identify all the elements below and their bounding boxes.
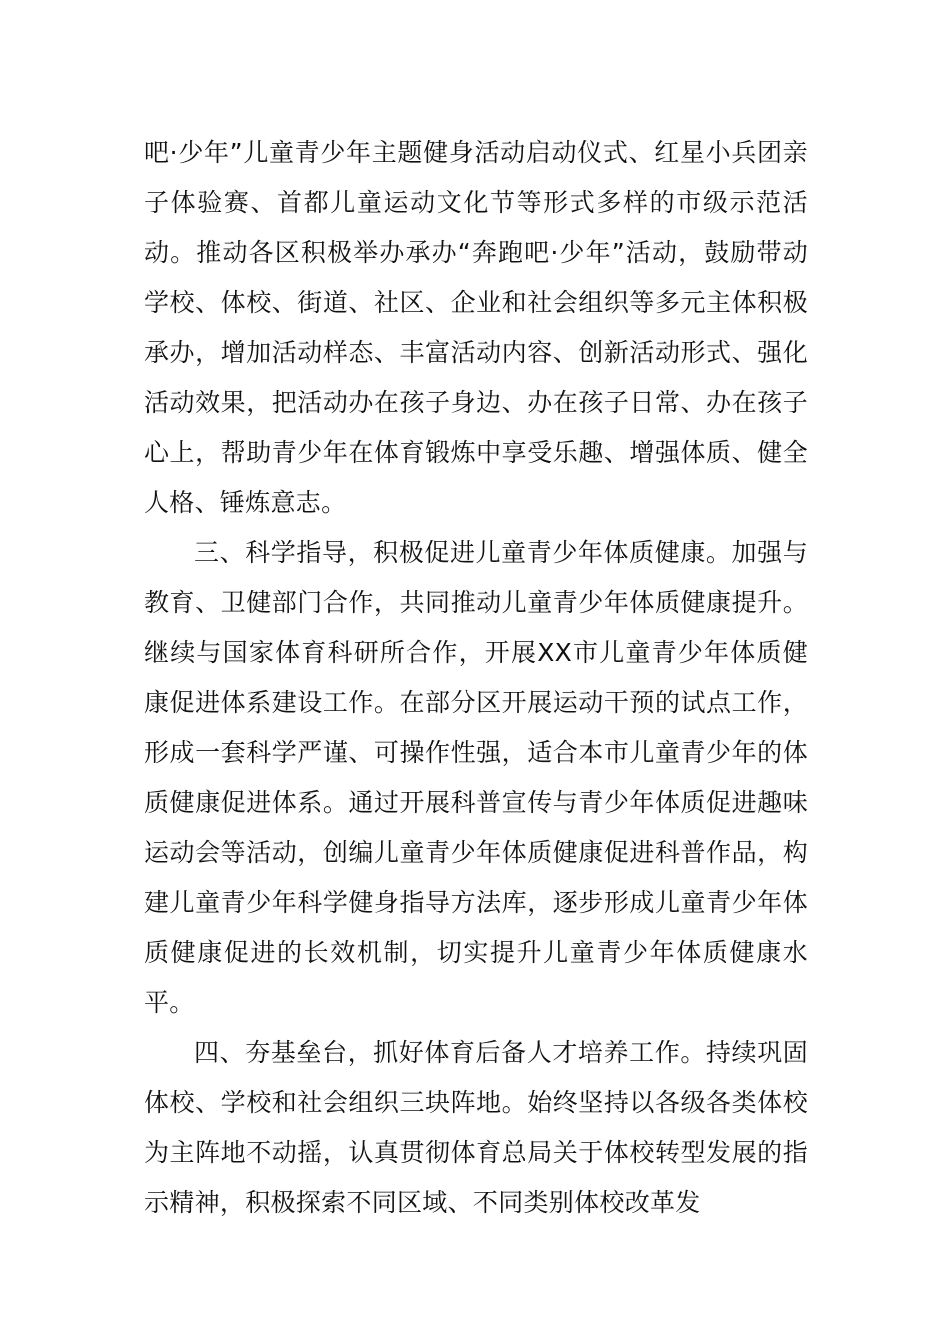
paragraph-3-section-four: 四、夯基垒台，抓好体育后备人才培养工作。持续巩固体校、学校和社会组织三块阵地。始终坚持以各级各类体校为主阵地不动摇，认真贯彻体育总局关于体校转型发展的指示精神，积极探索不同区域、不同类别体校改革发 (144, 1038, 808, 1217)
paragraph-1: 吧·少年”儿童青少年主题健身活动启动仪式、红星小兵团亲子体验赛、首都儿童运动文化节等形式多样的市级示范活动。推动各区积极举办承办“奔跑吧·少年”活动，鼓励带动学校、体校、街道、社区、企业和社会组织等多元主体积极承办，增加活动样态、丰富活动内容、创新活动形式、强化活动效果，把活动办在孩子身边、办在孩子日常、办在孩子心上，帮助青少年在体育锻炼中享受乐趣、增强体质、健全人格、锤炼意志。 (144, 138, 808, 517)
document-body (144, 128, 808, 1228)
paragraph-2-section-three: 三、科学指导，积极促进儿童青少年体质健康。加强与教育、卫健部门合作，共同推动儿童青少年体质健康提升。继续与国家体育科研所合作，开展XX市儿童青少年体质健康促进体系建设工作。在部分区开展运动干预的试点工作，形成一套科学严谨、可操作性强，适合本市儿童青少年的体质健康促进体系。通过开展科普宣传与青少年体质促进趣味运动会等活动，创编儿童青少年体质健康促进科普作品，构建儿童青少年科学健身指导方法库，逐步形成儿童青少年体质健康促进的长效机制，切实提升儿童青少年体质健康水平。 (144, 538, 808, 1017)
